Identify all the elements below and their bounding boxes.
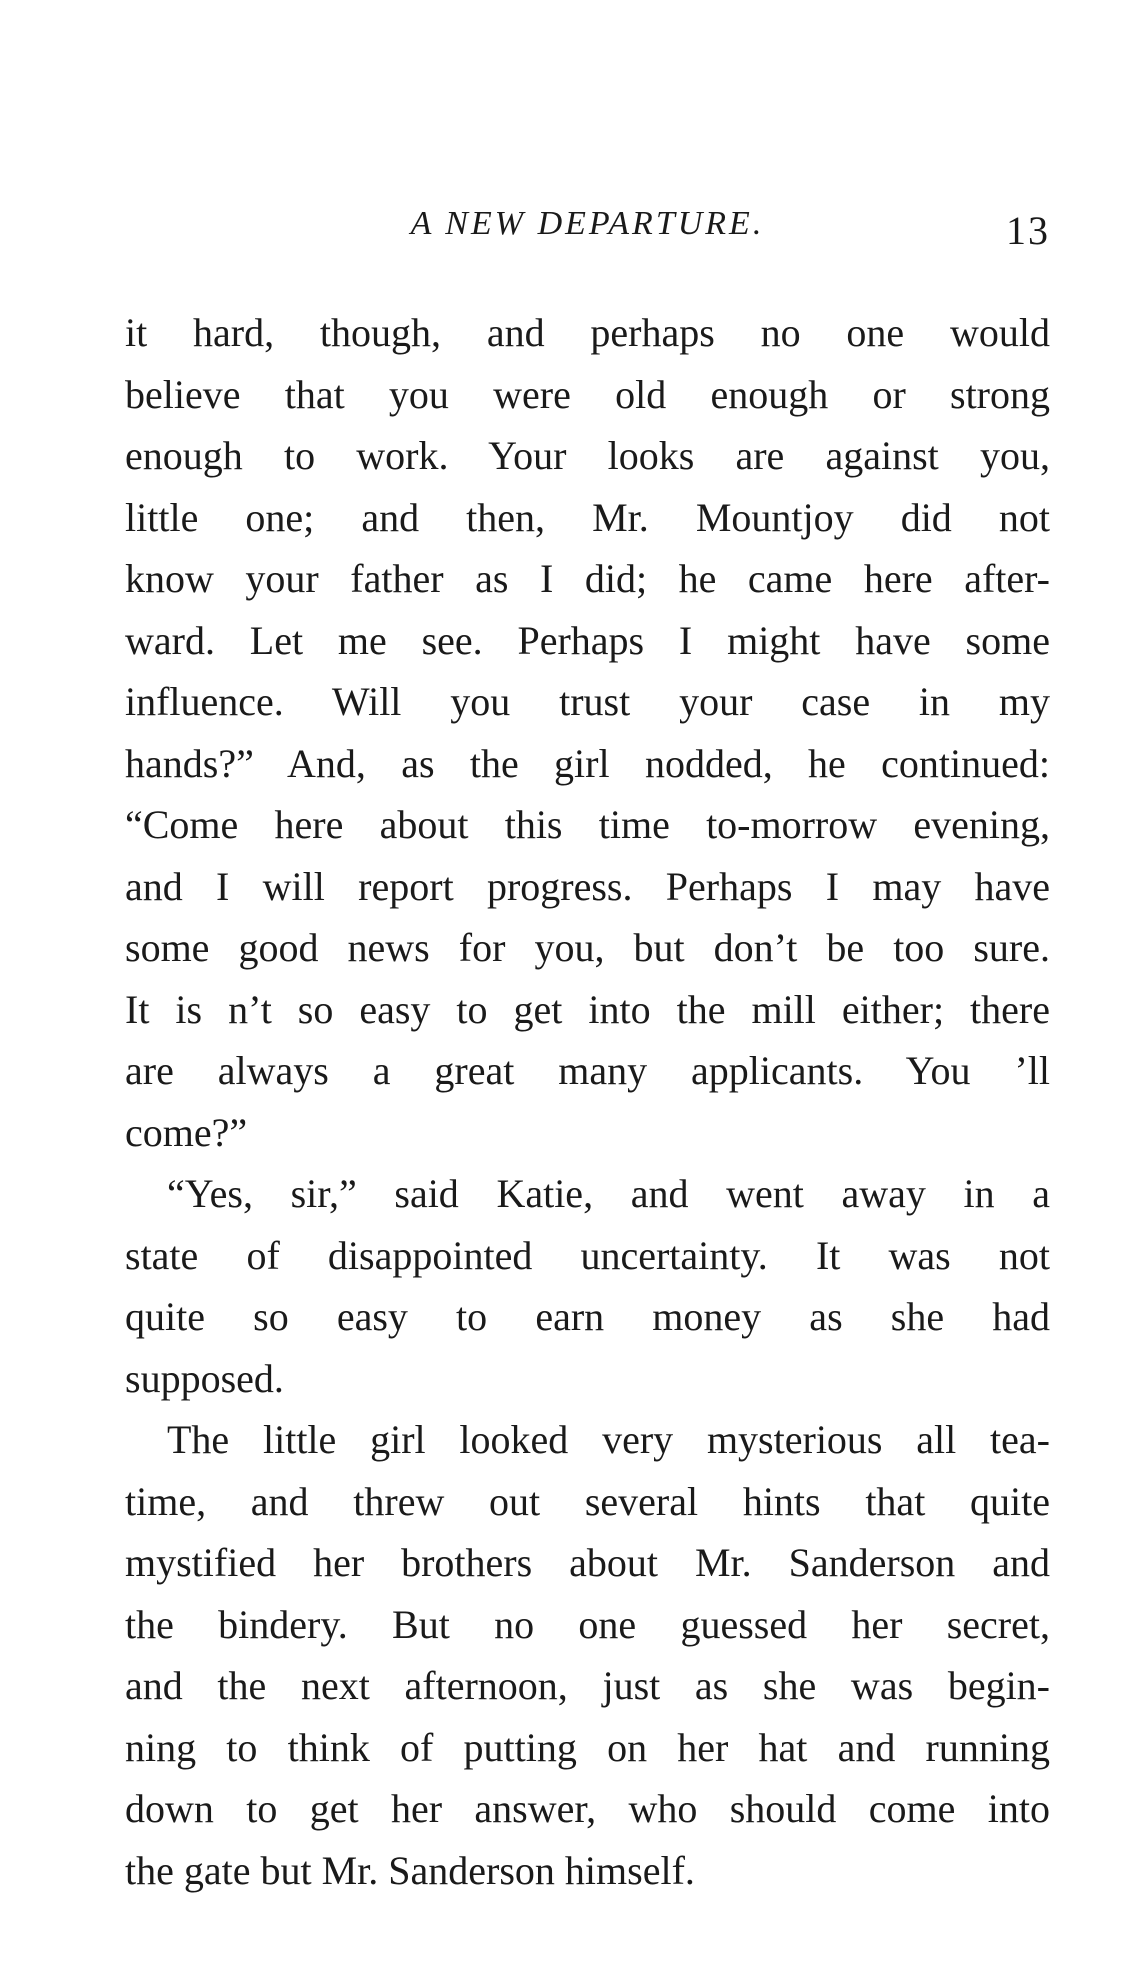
text-line: influence. Will you trust your case in my xyxy=(125,679,1050,724)
text-line: enough to work. Your looks are against you, xyxy=(125,433,1050,478)
text-line: time, and threw out several hints that quite xyxy=(125,1478,1050,1524)
paragraph-first-line: “Yes, sir,” said Katie, and went away in a xyxy=(167,1171,1050,1216)
text-line: down to get her answer, who should come into xyxy=(125,1786,1050,1831)
body-text xyxy=(125,302,1050,1901)
text-line: little one; and then, Mr. Mountjoy did not xyxy=(125,494,1050,540)
text-line: are always a great many applicants. You ’ll xyxy=(125,1048,1050,1093)
text-line: come?” xyxy=(125,1109,248,1155)
text-line: quite so easy to earn money as she had xyxy=(125,1294,1050,1339)
text-line: “Come here about this time to-morrow evening, xyxy=(125,802,1050,847)
text-line: some good news for you, but don’t be too sure. xyxy=(125,925,1050,970)
running-title: A NEW DEPARTURE. xyxy=(410,205,765,242)
text-line: believe that you were old enough or strong xyxy=(125,371,1050,417)
page-number: 13 xyxy=(1006,208,1050,253)
text-line: ning to think of putting on her hat and running xyxy=(125,1724,1050,1770)
text-line: hands?” And, as the girl nodded, he continued: xyxy=(125,740,1050,786)
text-line: ward. Let me see. Perhaps I might have some xyxy=(125,617,1050,663)
text-line: and I will report progress. Perhaps I may have xyxy=(125,863,1050,909)
text-line: It is n’t so easy to get into the mill either; there xyxy=(125,986,1050,1032)
text-line: and the next afternoon, just as she was begin- xyxy=(125,1663,1050,1708)
text-line: know your father as I did; he came here after- xyxy=(125,556,1050,601)
running-head xyxy=(125,205,1050,265)
paragraph-first-line: The little girl looked very mysterious all tea- xyxy=(167,1417,1050,1462)
text-line: the gate but Mr. Sanderson himself. xyxy=(125,1847,695,1893)
text-line: supposed. xyxy=(125,1355,284,1401)
text-line: the bindery. But no one guessed her secret, xyxy=(125,1601,1050,1647)
text-line: mystified her brothers about Mr. Sanderson and xyxy=(125,1540,1050,1585)
text-line: it hard, though, and perhaps no one would xyxy=(125,310,1050,355)
text-line: state of disappointed uncertainty. It was not xyxy=(125,1232,1050,1278)
